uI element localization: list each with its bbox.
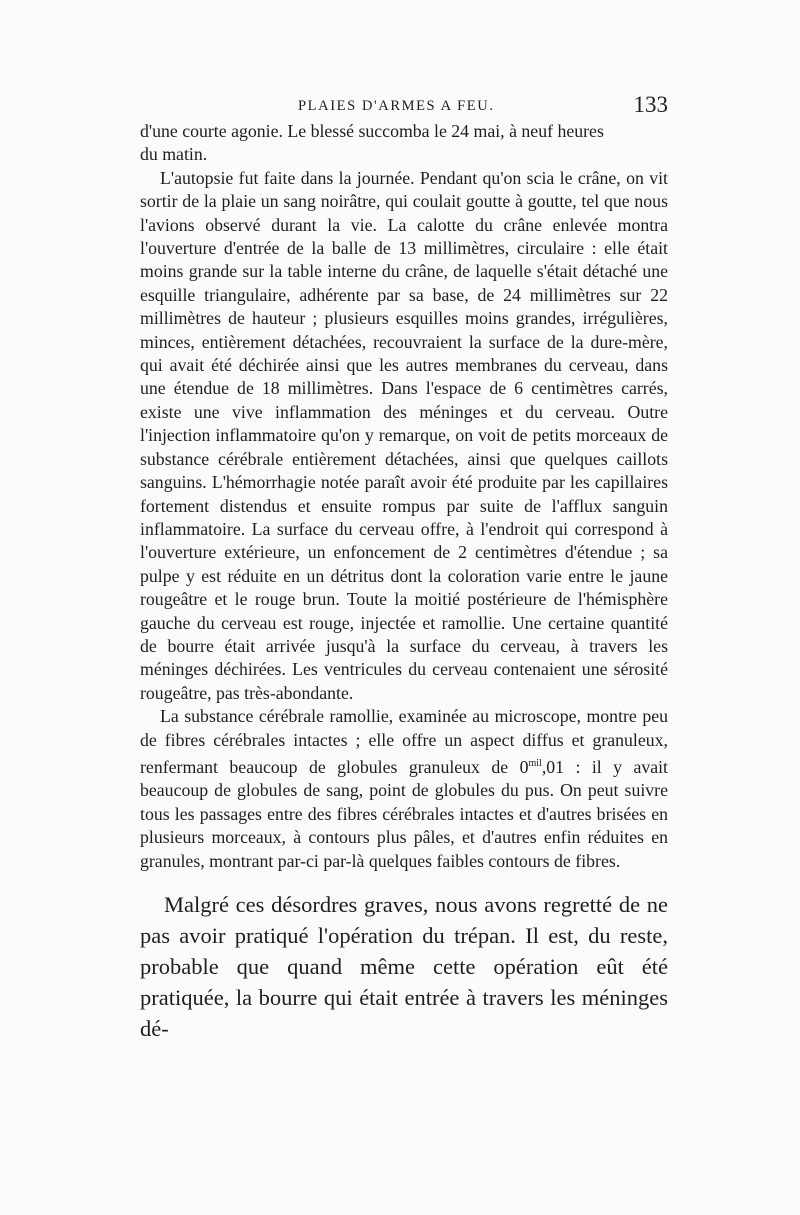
book-page — [140, 90, 668, 1044]
paragraph-conclusion: Malgré ces désordres graves, nous avons regretté de ne pas avoir pratiqué l'opération du trépan. Il est, du reste, probable que quand même cette opération eût été pratiquée, la bourre qui était entrée à travers les méninges dé- — [140, 891, 668, 1041]
running-title: PLAIES D'ARMES A FEU. — [298, 98, 495, 114]
page-header — [140, 90, 668, 120]
paragraph-1 — [140, 120, 668, 167]
unit-superscript: mil — [528, 757, 542, 769]
paragraph-autopsy: L'autopsie fut faite dans la journée. Pendant qu'on scia le crâne, on vit sortir de la plaie un sang noirâtre, qui coulait goutte à goutte, tel que nous l'avions observé durant la vie. La calotte du crâne enlevée montra l'ouverture d'entrée de la balle de 13 millimètres, circulaire : elle était moins grande sur la table interne du crâne, de laquelle s'était détaché une esquille triangulaire, adhérente par sa base, de 24 millimètres sur 22 millimètres de hauteur ; plusieurs esquilles moins grandes, irrégulières, minces, entièrement détachées, recouvraient la surface de la dure-mère, qui avait été déchirée ainsi que les autres membranes du cerveau, dans une étendue de 18 millimètres. Dans l'espace de 6 centimètres carrés, existe une vive inflammation des méninges et du cerveau. Outre l'injection inflammatoire qu'on y remarque, on voit de petits morceaux de substance cérébrale entièrement détachées, ainsi que quelques caillots sanguins. L'hémorrhagie notée paraît avoir été produite par les capillaires fortement distendus et ensuite rompus par suite de l'afflux sanguin inflammatoire. La surface du cerveau offre, à l'endroit qui correspond à l'ouverture extérieure, un enfoncement de 2 centimètres d'étendue ; sa pulpe y est réduite en un détritus dont la coloration varie entre le jaune rougeâtre et le rouge brun. Toute la moitié postérieure de l'hémisphère gauche du cerveau est rouge, injectée et ramollie. Une certaine quantité de bourre était arrivée jusqu'à la surface du cerveau, à travers les méninges déchirées. Les ventricules du cerveau contenaient une sérosité rougeâtre, pas très-abondante. — [140, 167, 668, 703]
paragraph-microscope-part-2: ,01 : il y avait beaucoup de globules de sang, point de globules du pus. On peut suivre tous les passages entre des fibres cérébrales intactes et d'autres brisées en plusieurs morceaux, à contours plus pâles, et d'autres enfin réduites en granules, montrant par-ci par-là quelques faibles contours de fibres. — [140, 756, 668, 871]
paragraph-1-line-2: du matin. — [140, 144, 208, 165]
page-number: 133 — [633, 92, 668, 117]
paragraph-microscope-part-1: La substance cérébrale ramollie, examinée au microscope, montre peu de fibres cérébrales intactes ; elle offre un aspect diffus et granuleux, renfermant beaucoup de globules granuleux de 0 — [140, 706, 668, 777]
small-text-block — [140, 120, 668, 873]
paragraph-1-line-1: d'une courte agonie. Le blessé succomba le 24 mai, à neuf heures — [140, 121, 604, 141]
paragraph-microscope — [140, 705, 668, 873]
